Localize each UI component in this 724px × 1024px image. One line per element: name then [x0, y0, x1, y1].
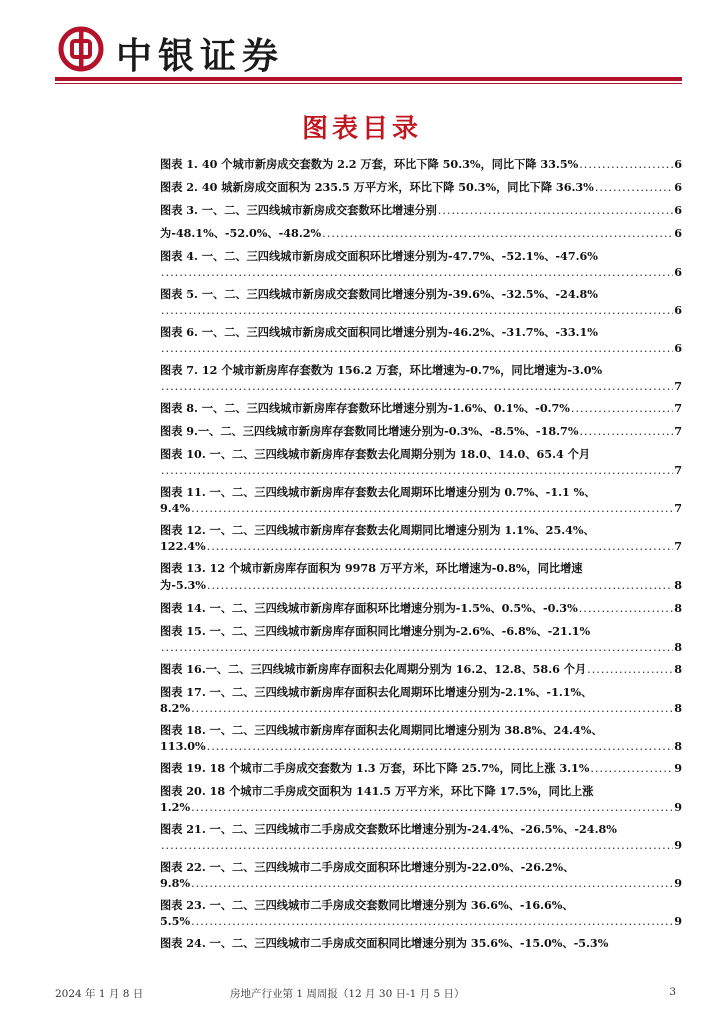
toc-entry-title[interactable]: 图表 23. 一、二、三四线城市二手房成交套数同比增速分别为 36.6%、-16.6%、: [160, 898, 574, 912]
toc-entry[interactable]: ..... 8: [160, 640, 682, 654]
toc-entry[interactable]: 5.5% ..... 9: [160, 914, 682, 928]
toc-entry[interactable]: 1.2% ..... 9: [160, 800, 682, 814]
toc-entry-title[interactable]: 图表 24. 一、二、三四线城市二手房成交面积同比增速分别为 35.6%、-15.0%、-5.3%: [160, 936, 609, 950]
toc-entry-title[interactable]: 图表 15. 一、二、三四线城市新房库存面积同比增速分别为-2.6%、-6.8%、-21.1%: [160, 624, 591, 638]
toc-entry-title[interactable]: 图表 12. 一、二、三四线城市新房库存套数去化周期同比增速分别为 1.1%、25.4%、: [160, 523, 595, 537]
toc-entry[interactable]: 图表 3. 一、二、三四线城市新房成交套数环比增速分别 ..... 6: [160, 202, 682, 218]
toc-entry[interactable]: 图表 19. 18 个城市二手房成交套数为 1.3 万套，环比下降 25.7%，同比上涨 3.1% ..... 9: [160, 760, 682, 776]
toc-entry-title[interactable]: 图表 4. 一、二、三四线城市新房成交面积环比增速分别为-47.7%、-52.1%、-47.6%: [160, 249, 598, 263]
toc-entry-title[interactable]: 图表 5. 一、二、三四线城市新房成交套数同比增速分别为-39.6%、-32.5%、-24.8%: [160, 287, 598, 301]
page-header: [58, 22, 678, 78]
toc-entry-title[interactable]: 图表 20. 18 个城市二手房成交面积为 141.5 万平方米，环比下降 17.5%，同比上涨: [160, 784, 594, 798]
toc-entry-title[interactable]: 图表 13. 12 个城市新房库存面积为 9978 万平方米，环比增速为-0.8%，同比增速: [160, 561, 583, 575]
toc-entry-title[interactable]: 图表 21. 一、二、三四线城市二手房成交套数环比增速分别为-24.4%、-26.5%、-24.8%: [160, 822, 617, 836]
toc-entry-title[interactable]: 图表 18. 一、二、三四线城市新房库存面积去化周期同比增速分别为 38.8%、24.4%、: [160, 723, 603, 737]
toc-title: 图表目录: [301, 114, 422, 144]
toc-entry-title[interactable]: 图表 6. 一、二、三四线城市新房成交面积同比增速分别为-46.2%、-31.7%、-33.1%: [160, 325, 598, 339]
toc-entry[interactable]: ..... 6: [160, 303, 682, 317]
toc-entry-title[interactable]: 图表 10. 一、二、三四线城市新房库存套数去化周期分别为 18.0、14.0、65.4 个月: [160, 447, 591, 461]
footer-date: 2024 年 1 月 8 日: [55, 988, 144, 1000]
toc-entry[interactable]: 图表 2. 40 城新房成交面积为 235.5 万平方米，环比下降 50.3%，同比下降 36.3% ..... 6: [160, 179, 682, 195]
toc-entry[interactable]: ..... 9: [160, 838, 682, 852]
toc-entry[interactable]: 8.2% ..... 8: [160, 701, 682, 715]
toc-entry-title[interactable]: 图表 22. 一、二、三四线城市二手房成交面积环比增速分别为-22.0%、-26.2%、: [160, 860, 575, 874]
toc-entry[interactable]: ..... 7: [160, 463, 682, 477]
toc-entry[interactable]: ..... 7: [160, 379, 682, 393]
table-of-figures: [160, 156, 682, 952]
toc-entry[interactable]: 图表 1. 40 个城市新房成交套数为 2.2 万套，环比下降 50.3%，同比下降 33.5% ..... 6: [160, 156, 682, 172]
toc-entry-title[interactable]: 图表 11. 一、二、三四线城市新房库存套数去化周期环比增速分别为 0.7%、-1.1 %、: [160, 485, 596, 499]
toc-entry[interactable]: 9.4% ..... 7: [160, 501, 682, 515]
toc-entry-title[interactable]: 图表 7. 12 个城市新房库存套数为 156.2 万套，环比增速为-0.7%，同比增速为-3.0%: [160, 363, 603, 377]
toc-entry-title[interactable]: 图表 17. 一、二、三四线城市新房库存面积去化周期环比增速分别为-2.1%、-1.1%、: [160, 685, 593, 699]
header-rule: [55, 77, 682, 81]
toc-entry[interactable]: 图表 8. 一、二、三四线城市新房库存套数环比增速分别为-1.6%、0.1%、-0.7% ..... 7: [160, 400, 682, 416]
toc-entry[interactable]: 图表 14. 一、二、三四线城市新房库存面积环比增速分别为-1.5%、0.5%、-0.3% ..... 8: [160, 600, 682, 616]
brand-name: 中银证券: [116, 36, 285, 77]
toc-entry[interactable]: ..... 6: [160, 265, 682, 279]
toc-entry[interactable]: 122.4% ..... 7: [160, 539, 682, 553]
bank-of-china-logo-icon: [58, 26, 104, 72]
toc-entry[interactable]: 为-5.3% ..... 8: [160, 577, 682, 593]
toc-entry[interactable]: 图表 16.一、二、三四线城市新房库存面积去化周期分别为 16.2、12.8、58.6 个月 ..... 8: [160, 661, 682, 677]
page-number: 3: [669, 986, 676, 998]
footer-report-title: 房地产行业第 1 周周报（12 月 30 日-1 月 5 日）: [230, 988, 465, 1000]
toc-entry[interactable]: 9.8% ..... 9: [160, 876, 682, 890]
toc-entry[interactable]: 为-48.1%、-52.0%、-48.2% ..... 6: [160, 225, 682, 241]
toc-entry[interactable]: 图表 9.一、二、三四线城市新房库存套数同比增速分别为-0.3%、-8.5%、-18.7% ..... 7: [160, 423, 682, 439]
header-rule-thin: [55, 83, 682, 84]
toc-entry[interactable]: 113.0% ..... 8: [160, 739, 682, 753]
toc-entry[interactable]: ..... 6: [160, 341, 682, 355]
